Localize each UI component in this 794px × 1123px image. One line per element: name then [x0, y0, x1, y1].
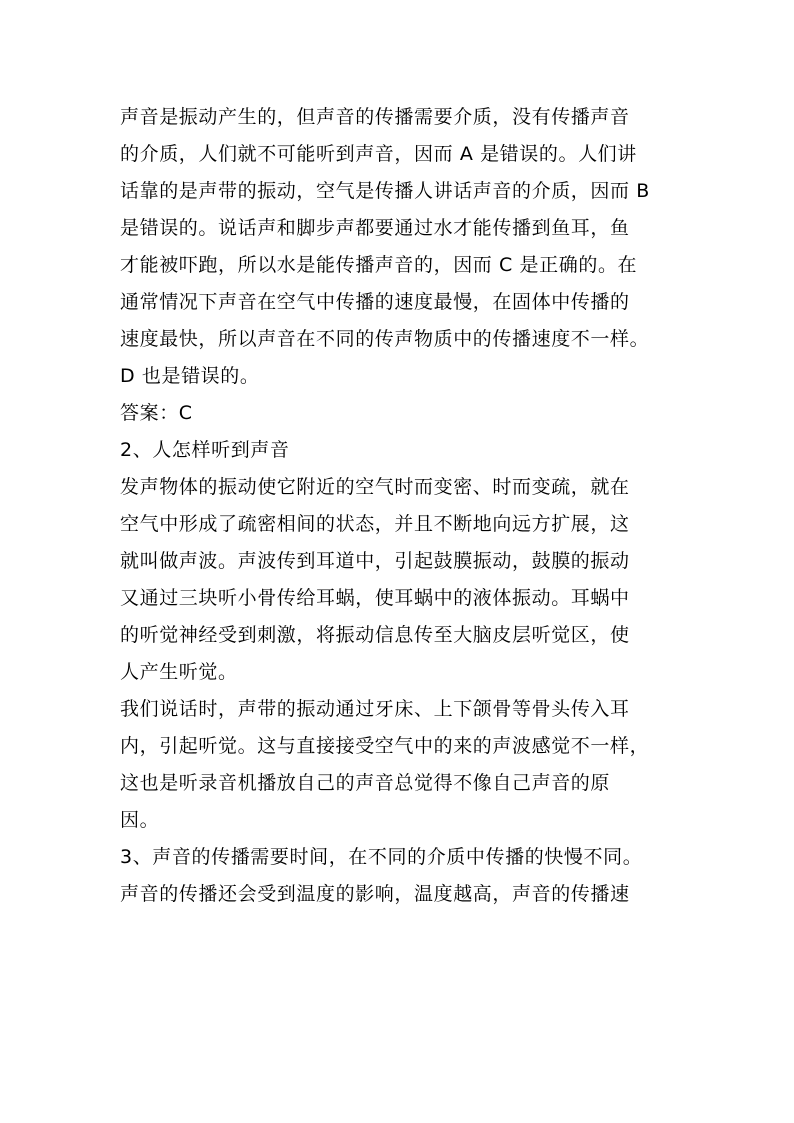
text-line: 内，引起听觉。这与直接接受空气中的来的声波感觉不一样， — [120, 735, 650, 757]
text-line: D 也是错误的。 — [120, 365, 260, 387]
section-heading: 2、人怎样听到声音 — [120, 439, 290, 461]
text-line: 的介质，人们就不可能听到声音，因而 A 是错误的。人们讲 — [120, 143, 637, 165]
text-line: 通常情况下声音在空气中传播的速度最慢，在固体中传播的 — [120, 291, 630, 313]
text-line: 我们说话时，声带的振动通过牙床、上下颌骨等骨头传入耳 — [120, 698, 630, 720]
text-line: 才能被吓跑，所以水是能传播声音的，因而 C 是正确的。在 — [120, 254, 638, 276]
text-line: 发声物体的振动使它附近的空气时而变密、时而变疏，就在 — [120, 476, 630, 498]
text-line: 是错误的。说话声和脚步声都要通过水才能传播到鱼耳，鱼 — [120, 217, 630, 239]
text-line: 因。 — [120, 809, 160, 831]
text-line: 声音是振动产生的，但声音的传播需要介质，没有传播声音 — [120, 106, 630, 128]
text-line: 空气中形成了疏密相间的状态，并且不断地向远方扩展，这 — [120, 513, 630, 535]
section-heading: 3、声音的传播需要时间，在不同的介质中传播的快慢不同。 — [120, 846, 643, 868]
text-line: 声音的传播还会受到温度的影响，温度越高，声音的传播速 — [120, 883, 630, 905]
answer-line: 答案：C — [120, 402, 193, 424]
text-line: 速度最快，所以声音在不同的传声物质中的传播速度不一样。 — [120, 328, 650, 350]
text-line: 的听觉神经受到刺激，将振动信息传至大脑皮层听觉区，使 — [120, 624, 630, 646]
text-line: 又通过三块听小骨传给耳蜗，使耳蜗中的液体振动。耳蜗中 — [120, 587, 630, 609]
text-line: 人产生听觉。 — [120, 661, 238, 683]
text-line: 话靠的是声带的振动，空气是传播人讲话声音的介质，因而 B — [120, 180, 650, 202]
text-line: 就叫做声波。声波传到耳道中，引起鼓膜振动，鼓膜的振动 — [120, 550, 630, 572]
text-line: 这也是听录音机播放自己的声音总觉得不像自己声音的原 — [120, 772, 611, 794]
